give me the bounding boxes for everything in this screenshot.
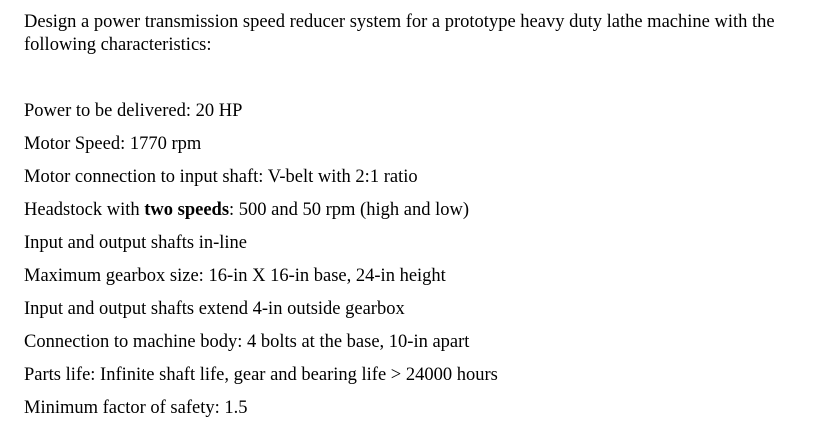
spec-factor-of-safety: Minimum factor of safety: 1.5 (24, 398, 248, 418)
document-body (24, 11, 824, 418)
spec-motor-speed: Motor Speed: 1770 rpm (24, 134, 202, 154)
spec-headstock-prefix: Headstock with (24, 200, 145, 220)
spec-headstock-suffix: : 500 and 50 rpm (high and low) (229, 200, 469, 220)
specification-list (24, 99, 498, 429)
spec-shaft-extension: Input and output shafts extend 4-in outside gearbox (24, 299, 405, 319)
spec-gearbox-size: Maximum gearbox size: 16-in X 16-in base, 24-in height (24, 266, 446, 286)
spec-machine-connection: Connection to machine body: 4 bolts at the base, 10-in apart (24, 332, 470, 352)
spec-parts-life: Parts life: Infinite shaft life, gear and bearing life > 24000 hours (24, 365, 498, 385)
spec-motor-connection: Motor connection to input shaft: V-belt with 2:1 ratio (24, 167, 418, 187)
spec-headstock (24, 198, 498, 231)
intro-paragraph: Design a power transmission speed reducer system for a prototype heavy duty lathe machine with the following characteristics: (24, 12, 775, 55)
spec-shafts-inline: Input and output shafts in-line (24, 233, 247, 253)
spec-headstock-emphasis: two speeds (144, 200, 230, 220)
spec-power: Power to be delivered: 20 HP (24, 101, 243, 121)
